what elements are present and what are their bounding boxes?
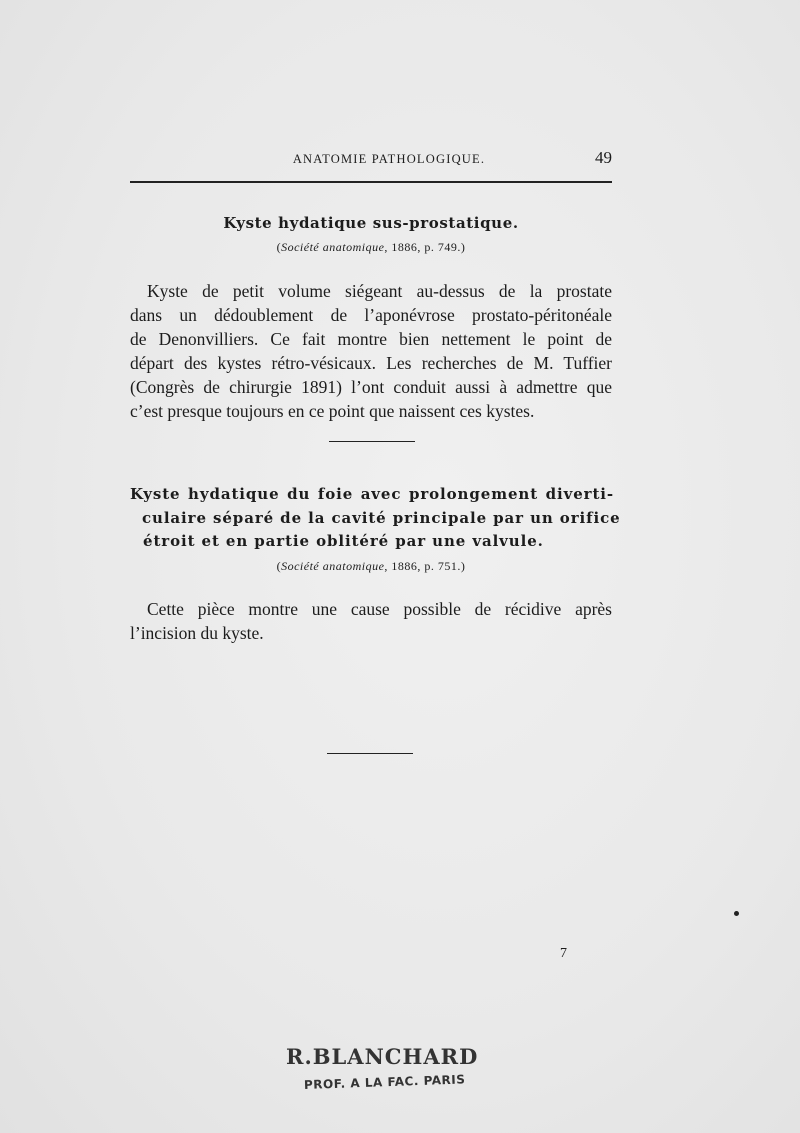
citation-journal: Société anatomique (281, 559, 385, 573)
page-number: 49 (595, 148, 612, 167)
paragraph-line: Kyste de petit volume siégeant au-dessus de la prostate (147, 281, 612, 301)
signature-mark: 7 (560, 946, 567, 961)
paragraph-line: l’incision du kyste. (130, 623, 264, 643)
section-title-liver-cyst (130, 483, 621, 554)
paragraph-line: de Denonvilliers. Ce fait montre bien nettement le point de (130, 329, 612, 349)
running-head: ANATOMIE PATHOLOGIQUE. (292, 152, 486, 166)
title-line: étroit et en partie oblitéré par une valvule. (143, 532, 544, 550)
citation-journal: Société anatomique (281, 240, 385, 254)
citation-open: ( (276, 559, 282, 573)
citation-details: , 1886, p. 749.) (384, 240, 466, 254)
title-line: culaire séparé de la cavité principale par un orifice (142, 508, 621, 527)
paragraph-line: départ des kystes rétro-vésicaux. Les recherches de M. Tuffier (130, 353, 612, 373)
stamp-line-2: PROF. A LA FAC. PARIS (303, 1072, 466, 1092)
paragraph-line: Cette pièce montre une cause possible de récidive après (147, 599, 612, 619)
paragraph-liver-cyst (130, 597, 612, 645)
citation-section-1 (130, 240, 612, 255)
ink-speck (734, 911, 739, 916)
section-separator (329, 441, 415, 442)
citation-details: , 1886, p. 751.) (384, 559, 466, 573)
paragraph-line: (Congrès de chirurgie 1891) l’ont conduit aussi à admettre que (130, 377, 612, 397)
stamp-line-1: R.BLANCHARD (286, 1044, 479, 1069)
page-header (130, 148, 612, 174)
header-rule (130, 181, 612, 183)
paragraph-line: dans un dédoublement de l’aponévrose prostato-péritonéale (130, 305, 612, 325)
library-stamp (282, 1044, 479, 1108)
citation-open: ( (276, 240, 282, 254)
citation-section-2 (130, 559, 612, 574)
title-line: Kyste hydatique du foie avec prolongement diverti- (130, 485, 614, 503)
paragraph-line: c’est presque toujours en ce point que naissent ces kystes. (130, 401, 535, 421)
end-separator (327, 753, 413, 754)
paragraph-prostate-cyst (130, 279, 612, 423)
section-title-prostate-cyst: Kyste hydatique sus-prostatique. (223, 214, 519, 232)
